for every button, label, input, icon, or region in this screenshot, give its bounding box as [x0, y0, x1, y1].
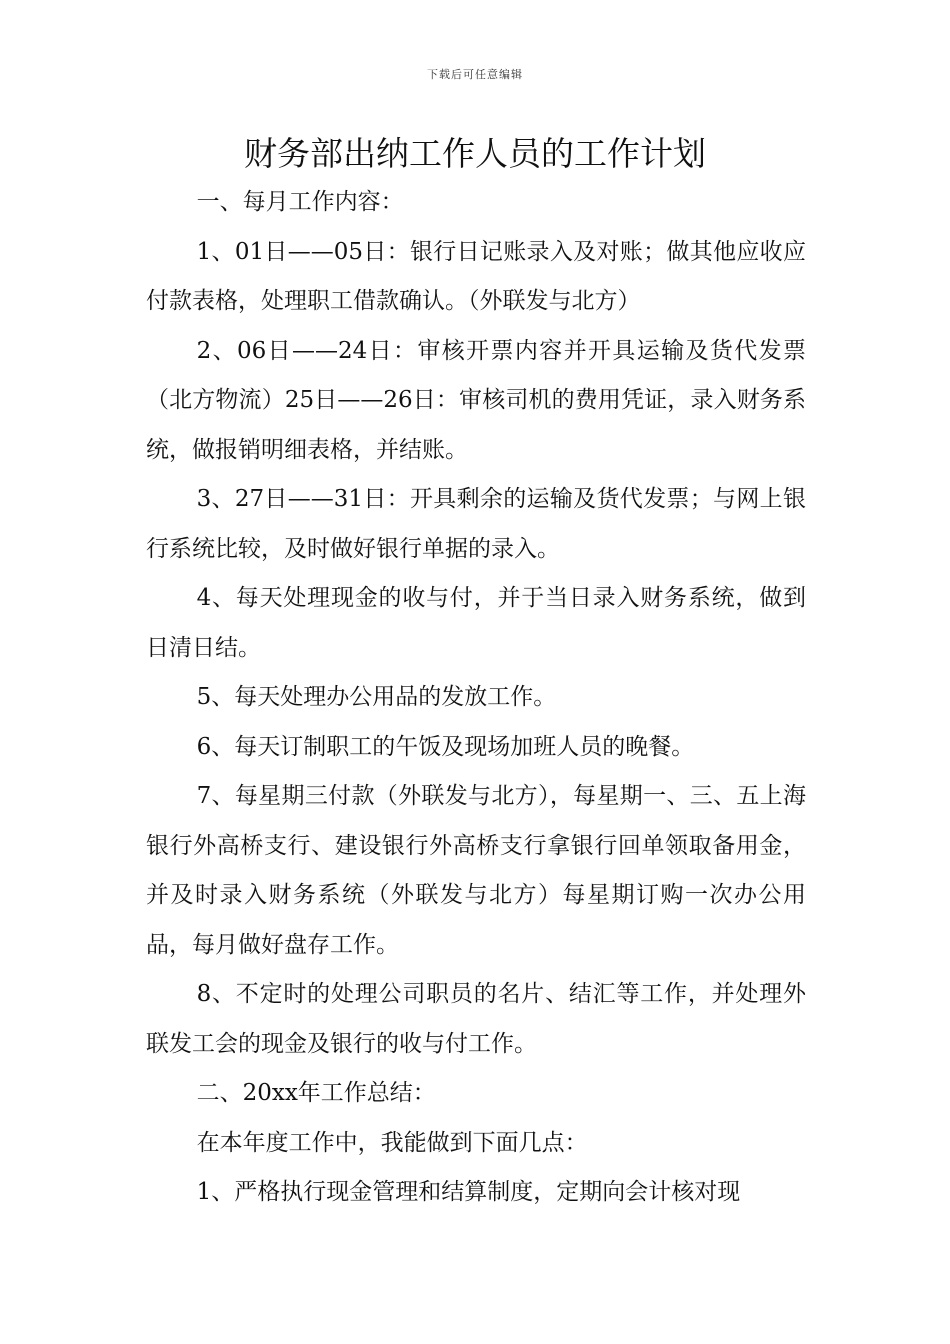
document-title: 财务部出纳工作人员的工作计划 — [244, 134, 706, 173]
paragraph-item-8: 8、不定时的处理公司职员的名片、结汇等工作，并处理外联发工会的现金及银行的收与付工作。 — [146, 981, 806, 1057]
paragraph-item-2: 2、06日——24日：审核开票内容并开具运输及货代发票（北方物流）25日——26日：审核司机的费用凭证，录入财务系统，做报销明细表格，并结账。 — [146, 337, 806, 463]
paragraph-item-6: 6、每天订制职工的午饭及现场加班人员的晚餐。 — [196, 733, 695, 760]
header-note: 下载后可任意编辑 — [427, 68, 523, 81]
section-heading-monthly: 一、每月工作内容： — [196, 189, 404, 215]
summary-item-1: 1、严格执行现金管理和结算制度，定期向会计核对现 — [196, 1179, 741, 1205]
paragraph-item-4: 4、每天处理现金的收与付，并于当日录入财务系统，做到日清日结。 — [146, 585, 806, 661]
document-body — [146, 178, 806, 1218]
paragraph-item-5: 5、每天处理办公用品的发放工作。 — [196, 684, 557, 710]
section-heading-summary: 二、20xx年工作总结： — [196, 1080, 436, 1106]
summary-intro: 在本年度工作中，我能做到下面几点： — [196, 1129, 588, 1156]
paragraph-item-1: 1、01日——05日：银行日记账录入及对账；做其他应收应付款表格，处理职工借款确认。（外联发与北方） — [146, 238, 806, 314]
paragraph-item-3: 3、27日——31日：开具剩余的运输及货代发票；与网上银行系统比较，及时做好银行单据的录入。 — [146, 486, 806, 562]
paragraph-item-7: 7、每星期三付款（外联发与北方），每星期一、三、五上海银行外高桥支行、建设银行外高桥支行拿银行回单领取备用金，并及时录入财务系统（外联发与北方）每星期订购一次办公用品，每月做好盘存工作。 — [146, 783, 806, 958]
